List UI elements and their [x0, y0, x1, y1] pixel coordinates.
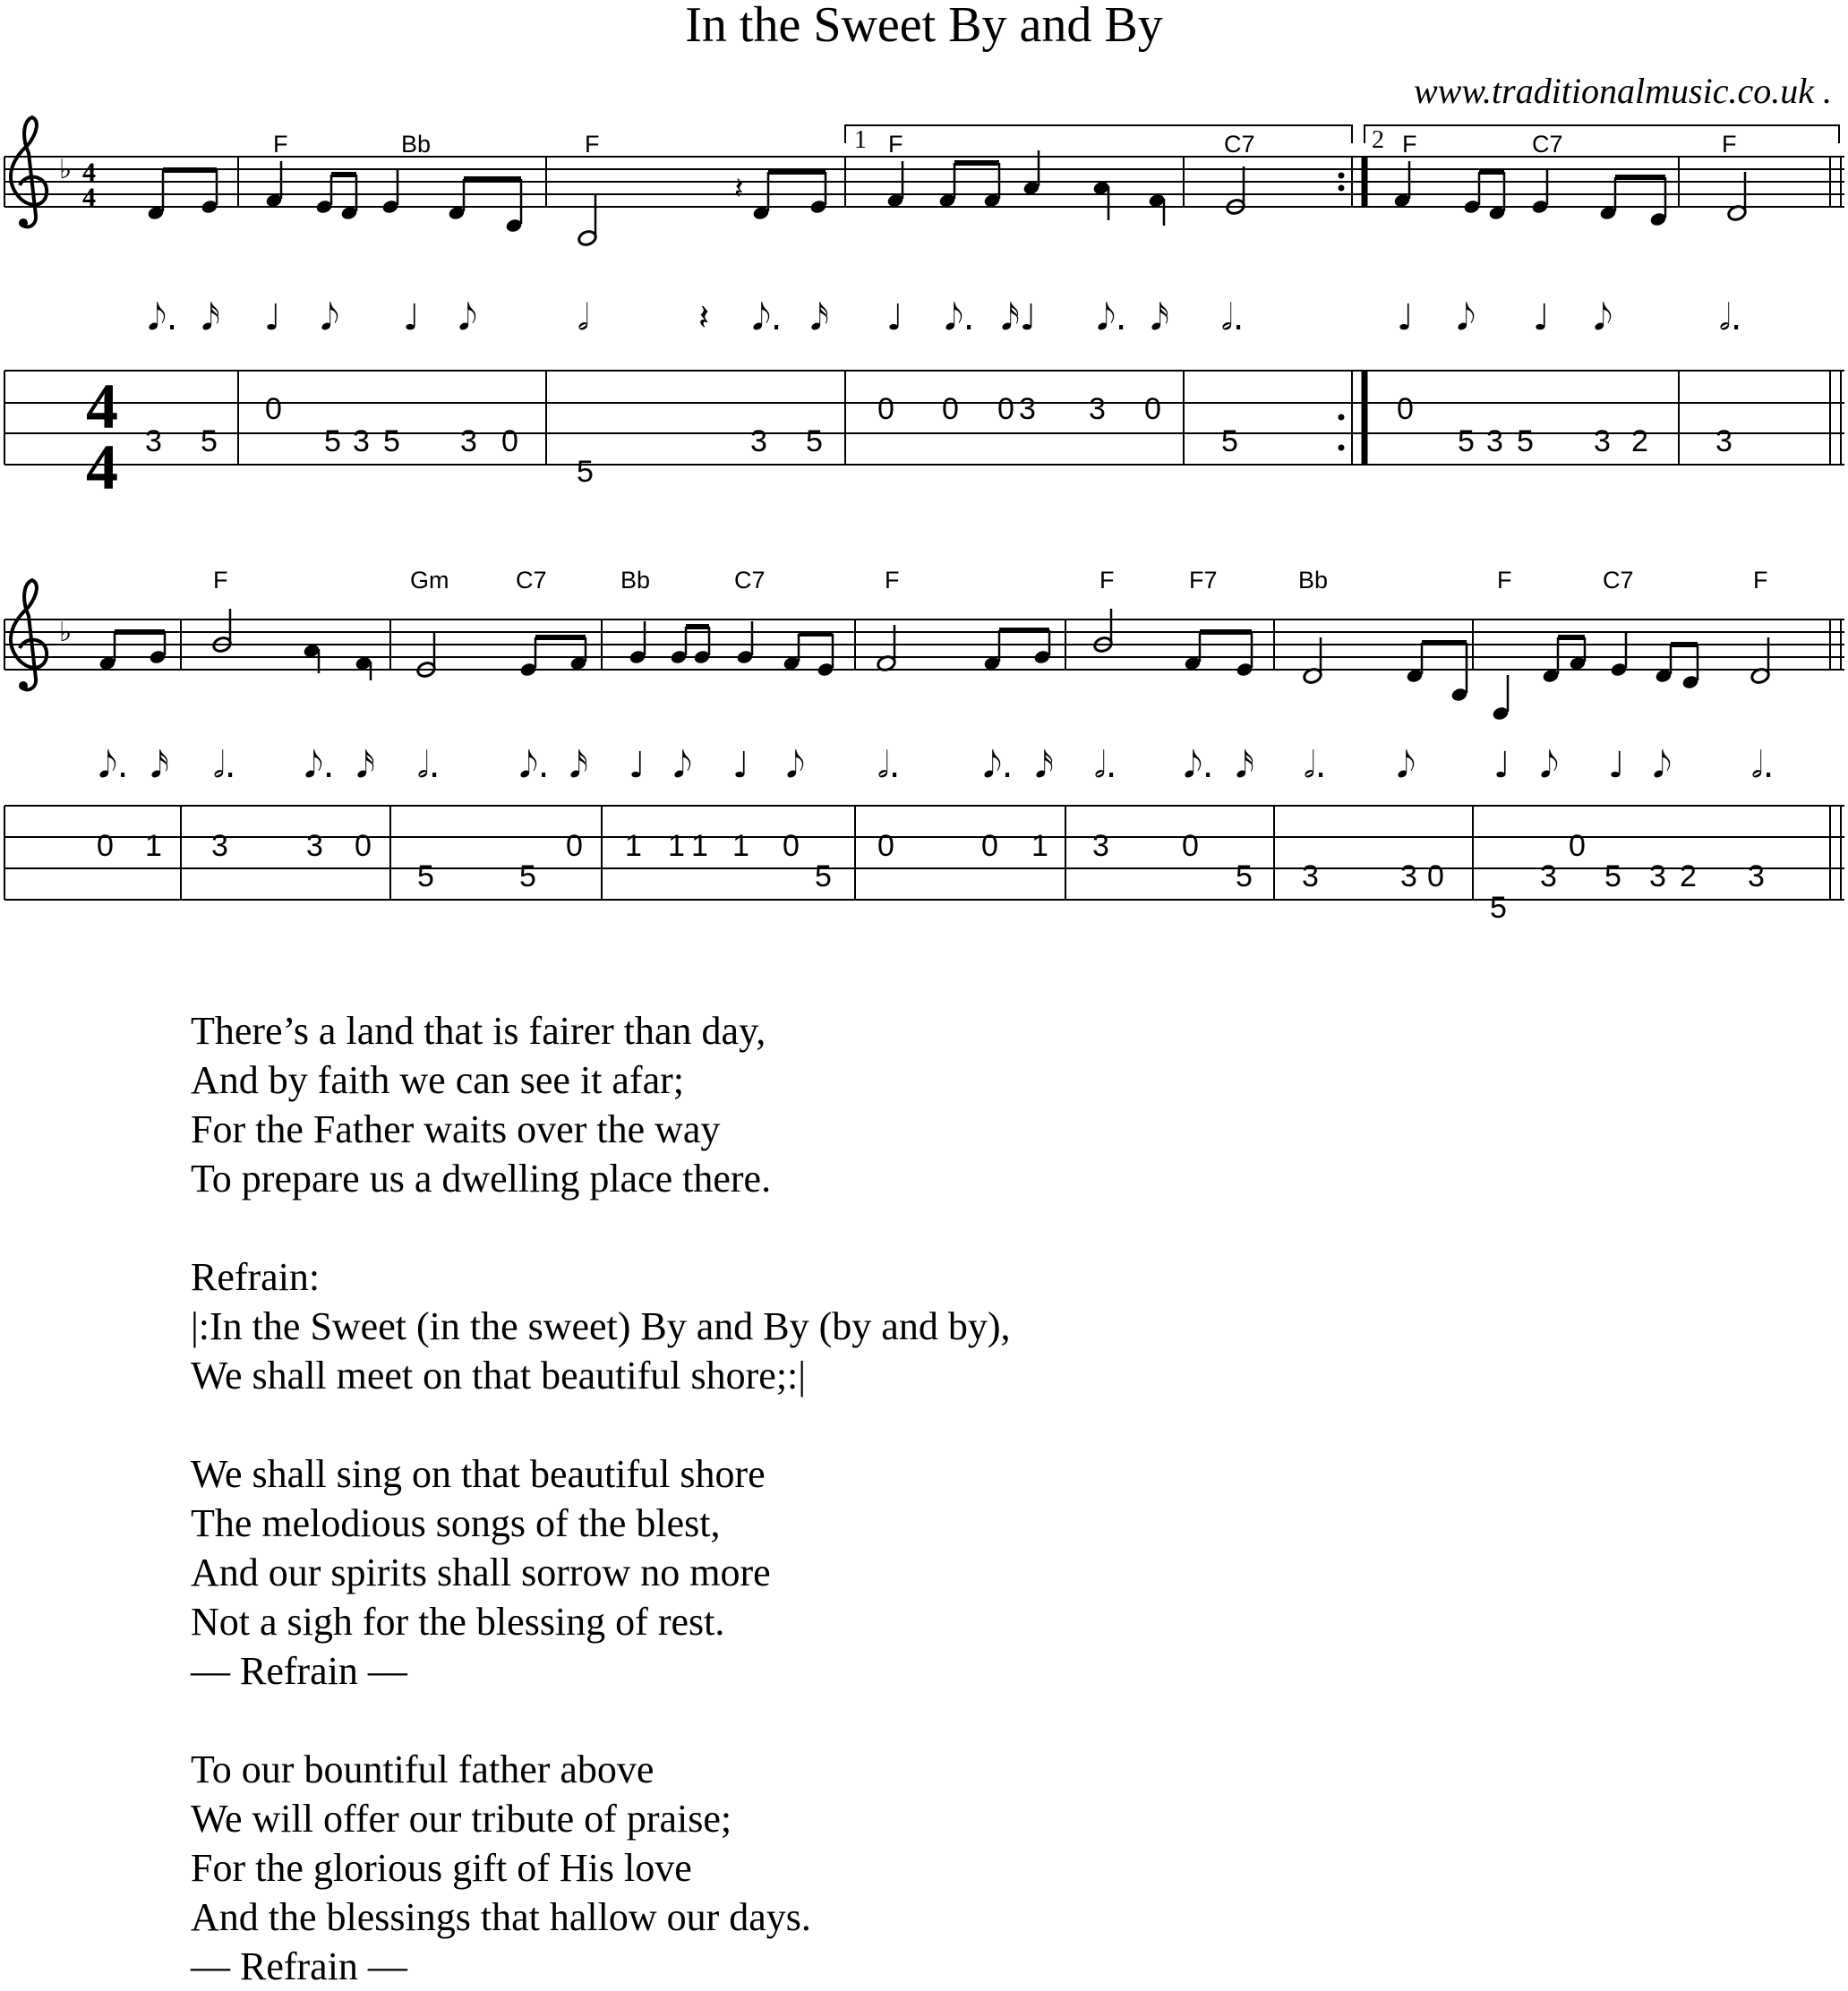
stanza-gap	[191, 1203, 1713, 1252]
svg-text:𝅘𝅥𝅯: 𝅘𝅥𝅯	[201, 297, 220, 338]
lyric-line: We shall sing on that beautiful shore	[191, 1452, 766, 1496]
chord-symbol: F	[213, 567, 228, 594]
chord-symbol: F	[273, 131, 288, 158]
tab-number: 3	[1019, 392, 1036, 426]
ending-2-label: 2	[1372, 126, 1384, 154]
treble-clef-icon	[11, 117, 47, 227]
svg-text:𝅘𝅥𝅯: 𝅘𝅥𝅯	[1035, 745, 1054, 786]
tab-number: 5	[1517, 424, 1534, 458]
svg-text:𝅗𝅥.: 𝅗𝅥.	[213, 745, 236, 786]
chord-symbol: F	[1402, 131, 1417, 158]
notes-system-2	[98, 636, 1771, 722]
svg-text:𝅘𝅥𝅮.: 𝅘𝅥𝅮.	[1097, 297, 1127, 338]
tab-number: 0	[1182, 829, 1199, 863]
ending-1-label: 1	[854, 126, 867, 154]
lyric-line: For the glorious gift of His love	[191, 1846, 692, 1890]
svg-text:𝅘𝅥𝅯: 𝅘𝅥𝅯	[150, 745, 169, 786]
notes-system-1	[147, 180, 1748, 247]
staff-system-2	[4, 620, 1844, 670]
tab-number: 3	[1715, 424, 1732, 458]
website-credit: www.traditionalmusic.co.uk .	[1413, 71, 1832, 111]
tab-number: 5	[201, 424, 218, 458]
svg-text:𝅘𝅥𝅯: 𝅘𝅥𝅯	[569, 745, 588, 786]
svg-text:𝅗𝅥.: 𝅗𝅥.	[417, 745, 441, 786]
lyric-line: And by faith we can see it afar;	[191, 1058, 684, 1102]
chord-symbol: Bb	[1298, 567, 1329, 594]
tab-number: 3	[1649, 859, 1666, 893]
lyric-line: The melodious songs of the blest,	[191, 1501, 721, 1545]
lyric-line: We shall meet on that beautiful shore;:|	[191, 1354, 807, 1397]
tab-number: 1	[625, 829, 642, 863]
tab-numbers-system-1	[145, 392, 1732, 489]
quarter-rest-icon: 𝄽	[734, 173, 744, 206]
tab-number: 0	[566, 829, 583, 863]
stanza-gap	[191, 1400, 1713, 1449]
tab-number: 0	[1427, 859, 1444, 893]
tab-number: 5	[324, 424, 341, 458]
chord-symbol: C7	[1224, 131, 1255, 158]
tab-time-sig-top: 4	[86, 371, 118, 442]
tab-number: 3	[1594, 424, 1611, 458]
tab-time-sig-bottom: 4	[86, 432, 118, 503]
tab-number: 5	[806, 424, 823, 458]
tab-number: 5	[1221, 424, 1238, 458]
chord-symbol: C7	[734, 567, 766, 594]
tab-number: 0	[265, 392, 282, 426]
lyric-line: And our spirits shall sorrow no more	[191, 1551, 771, 1594]
chord-symbol: F	[1753, 567, 1768, 594]
tab-number: 3	[353, 424, 370, 458]
tab-number: 3	[750, 424, 767, 458]
chords-system-2	[213, 567, 1768, 594]
treble-clef-icon	[11, 580, 47, 690]
tab-number: 3	[1400, 859, 1417, 893]
svg-text:𝅘𝅥𝅮: 𝅘𝅥𝅮	[1540, 745, 1559, 786]
lyrics-block	[191, 1006, 1713, 1991]
svg-text:♩: ♩	[1533, 297, 1550, 338]
svg-text:♩: ♩	[732, 745, 749, 786]
tab-number: 1	[668, 829, 685, 863]
tab-number: 3	[460, 424, 477, 458]
time-sig-bottom-small: 4	[82, 183, 96, 212]
tab-number: 1	[145, 829, 162, 863]
svg-text:𝅗𝅥.: 𝅗𝅥.	[1751, 745, 1775, 786]
svg-text:𝅘𝅥𝅮: 𝅘𝅥𝅮	[786, 745, 805, 786]
tab-number: 3	[1302, 859, 1319, 893]
chord-symbol: F7	[1189, 567, 1218, 594]
svg-text:𝅘𝅥𝅮: 𝅘𝅥𝅮	[1653, 745, 1672, 786]
svg-text:𝅘𝅥𝅯♩: 𝅘𝅥𝅯♩	[1001, 297, 1037, 338]
tab-number: 3	[145, 424, 162, 458]
svg-text:𝅘𝅥𝅮: 𝅘𝅥𝅮	[1397, 745, 1416, 786]
svg-text:𝅘𝅥𝅮.: 𝅘𝅥𝅮.	[983, 745, 1014, 786]
svg-text:𝅗𝅥: 𝅗𝅥	[578, 297, 589, 338]
tab-number: 5	[1490, 891, 1507, 925]
tab-number: 5	[577, 455, 594, 489]
tab-number: 5	[1236, 859, 1253, 893]
svg-text:𝅘𝅥𝅯: 𝅘𝅥𝅯	[1236, 745, 1254, 786]
svg-text:𝅗𝅥.: 𝅗𝅥.	[1221, 297, 1245, 338]
tab-number: 3	[1540, 859, 1557, 893]
rhythm-line-system-2	[98, 745, 1774, 786]
svg-text:𝅘𝅥𝅯: 𝅘𝅥𝅯	[356, 745, 375, 786]
svg-text:𝅗𝅥.: 𝅗𝅥.	[877, 745, 901, 786]
tab-number: 0	[97, 829, 114, 863]
tab-number: 0	[877, 829, 894, 863]
svg-text:♩: ♩	[403, 297, 420, 338]
tab-number: 5	[383, 424, 400, 458]
lyric-line: For the Father waits over the way	[191, 1107, 721, 1151]
tab-number: 5	[1458, 424, 1475, 458]
refrain-marker: –– Refrain ––	[191, 1649, 407, 1693]
stanza-gap	[191, 1696, 1713, 1745]
chord-symbol: Bb	[620, 567, 651, 594]
flat-sign-icon: ♭	[59, 155, 73, 184]
lyric-line: There’s a land that is fairer than day,	[191, 1009, 766, 1053]
tab-number: 1	[1031, 829, 1048, 863]
svg-text:𝅘𝅥𝅮: 𝅘𝅥𝅮	[1457, 297, 1476, 338]
tab-number: 3	[1092, 829, 1109, 863]
tab-number: 3	[211, 829, 228, 863]
chord-symbol: C7	[516, 567, 547, 594]
tab-number: 3	[306, 829, 323, 863]
lyric-line: We will offer our tribute of praise;	[191, 1797, 732, 1841]
tab-number: 1	[732, 829, 749, 863]
tab-number: 0	[1397, 392, 1414, 426]
svg-text:𝅘𝅥𝅮.: 𝅘𝅥𝅮.	[148, 297, 178, 338]
tab-number: 2	[1680, 859, 1697, 893]
svg-text:𝅘𝅥𝅮: 𝅘𝅥𝅮	[458, 297, 477, 338]
ending-brackets-system-1	[845, 125, 1839, 143]
chord-symbol: F	[888, 131, 903, 158]
lyric-line: And the blessings that hallow our days.	[191, 1895, 811, 1939]
svg-text:♩: ♩	[1608, 745, 1625, 786]
svg-text:𝅘𝅥𝅮.: 𝅘𝅥𝅮.	[752, 297, 783, 338]
svg-text:𝅘𝅥𝅮.: 𝅘𝅥𝅮.	[98, 745, 129, 786]
tab-number: 0	[877, 392, 894, 426]
tab-number: 0	[981, 829, 998, 863]
chord-symbol: Gm	[410, 567, 449, 594]
chord-symbol: F	[1099, 567, 1115, 594]
lyric-line: To prepare us a dwelling place there.	[191, 1157, 772, 1201]
svg-text:𝅗𝅥.: 𝅗𝅥.	[1094, 745, 1117, 786]
svg-text:♩: ♩	[886, 297, 903, 338]
tab-number: 5	[417, 859, 434, 893]
svg-text:♩: ♩	[629, 745, 646, 786]
svg-text:𝅘𝅥𝅯: 𝅘𝅥𝅯	[1151, 297, 1169, 338]
svg-text:𝅘𝅥𝅮: 𝅘𝅥𝅮	[1594, 297, 1613, 338]
tab-number: 3	[1486, 424, 1503, 458]
svg-text:𝅘𝅥𝅮.: 𝅘𝅥𝅮.	[304, 745, 335, 786]
chord-symbol: Bb	[401, 131, 432, 158]
chord-symbol: C7	[1532, 131, 1563, 158]
tab-number: 3	[1089, 392, 1106, 426]
tab-number: 0	[942, 392, 959, 426]
svg-text:𝅘𝅥𝅮: 𝅘𝅥𝅮	[673, 745, 692, 786]
refrain-marker: –– Refrain ––	[191, 1944, 407, 1988]
svg-text:𝅘𝅥𝅮.: 𝅘𝅥𝅮.	[519, 745, 550, 786]
svg-text:𝅘𝅥𝅮: 𝅘𝅥𝅮	[321, 297, 339, 338]
tab-numbers-system-2	[97, 829, 1765, 925]
chords-system-1	[273, 131, 1737, 158]
tab-number: 0	[1144, 392, 1161, 426]
chord-symbol: F	[885, 567, 900, 594]
svg-text:𝅘𝅥𝅮.: 𝅘𝅥𝅮.	[1184, 745, 1214, 786]
svg-text:𝅗𝅥.: 𝅗𝅥.	[1719, 297, 1742, 338]
tab-number: 0	[501, 424, 518, 458]
chord-symbol: F	[1497, 567, 1512, 594]
tab-number: 0	[355, 829, 372, 863]
tab-number: 0	[1569, 829, 1586, 863]
lyric-line: To our bountiful father above	[191, 1747, 654, 1791]
tab-number: 0	[997, 392, 1014, 426]
tab-number: 0	[783, 829, 800, 863]
lyric-line: Not a sigh for the blessing of rest.	[191, 1600, 725, 1644]
svg-text:𝅘𝅥𝅯: 𝅘𝅥𝅯	[810, 297, 829, 338]
chord-symbol: F	[585, 131, 600, 158]
tab-number: 5	[815, 859, 832, 893]
tab-number: 3	[1748, 859, 1765, 893]
tab-number: 5	[1604, 859, 1621, 893]
refrain-heading: Refrain:	[191, 1255, 321, 1299]
lyric-line: |:In the Sweet (in the sweet) By and By (by and by),	[191, 1304, 1011, 1348]
svg-text:𝄽: 𝄽	[698, 297, 710, 338]
svg-text:𝅗𝅥.: 𝅗𝅥.	[1304, 745, 1327, 786]
tab-number: 5	[519, 859, 536, 893]
chord-symbol: C7	[1603, 567, 1634, 594]
tab-number: 2	[1631, 424, 1648, 458]
sheet-music	[0, 0, 1848, 931]
svg-text:♩: ♩	[264, 297, 281, 338]
flat-sign-icon: ♭	[59, 618, 73, 647]
rhythm-line-system-1	[148, 297, 1741, 338]
tab-number: 1	[691, 829, 708, 863]
page-title: In the Sweet By and By	[685, 0, 1163, 53]
svg-text:♩: ♩	[1493, 745, 1510, 786]
chord-symbol: F	[1722, 131, 1737, 158]
svg-text:♩: ♩	[1397, 297, 1414, 338]
svg-text:𝅘𝅥𝅮.: 𝅘𝅥𝅮.	[945, 297, 975, 338]
time-sig-top-small: 4	[82, 158, 96, 187]
